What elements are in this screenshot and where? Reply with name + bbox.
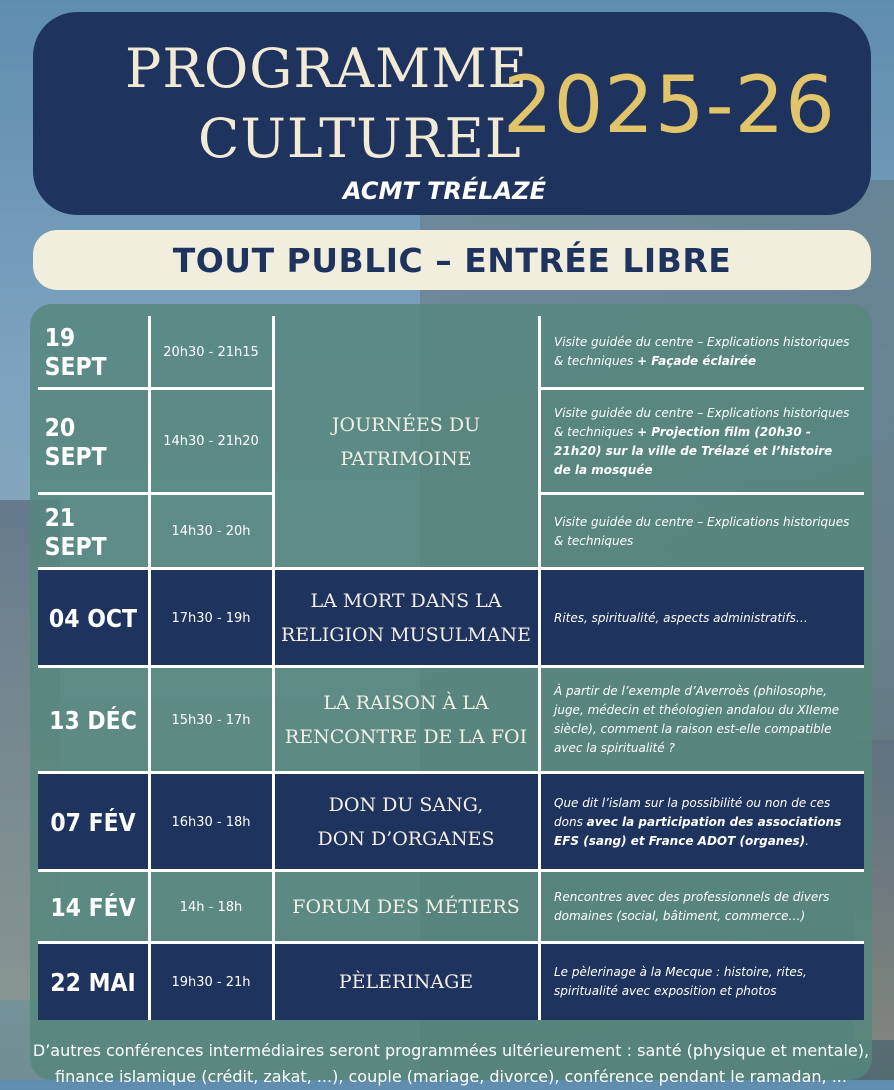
event-time: 17h30 - 19h xyxy=(171,610,251,626)
grid-line xyxy=(540,387,864,390)
event-title: DON DU SANG, DON D’ORGANES xyxy=(317,794,495,850)
grid-line xyxy=(38,492,272,495)
event-description: Visite guidée du centre – Explications historiques & techniques xyxy=(554,514,850,548)
event-description: Visite guidée du centre – Explications historiques & techniques + Projection film (20h30 - 21h20) sur la ville de Trélazé et l’histoire de la mosquée xyxy=(554,405,850,477)
footer-note xyxy=(30,1038,872,1090)
title-line-1: PROGRAMME xyxy=(125,37,529,100)
event-date: 14 FÉV xyxy=(50,892,136,922)
event-date: 04 OCT xyxy=(48,603,138,633)
event-date: 20 SEPT xyxy=(44,412,107,471)
year-label: 2025-26 xyxy=(503,61,836,151)
grid-line xyxy=(38,869,864,872)
event-description: À partir de l’exemple d’Averroès (philosophe, juge, médecin et théologien andalou du XIIeme siècle), comment la raison est-elle compatible avec la spiritualité ? xyxy=(554,684,840,755)
event-title: LA MORT DANS LA RELIGION MUSULMANE xyxy=(280,590,531,646)
event-time: 14h30 - 21h20 xyxy=(163,434,259,449)
grid-line xyxy=(272,316,275,1020)
event-date: 19 SEPT xyxy=(44,323,107,381)
grid-line xyxy=(38,941,864,944)
grid-line xyxy=(38,771,864,774)
event-date: 21 SEPT xyxy=(44,502,107,561)
event-description: Le pèlerinage à la Mecque : histoire, rites, spiritualité avec exposition et photos xyxy=(554,965,807,998)
title-line-2: CULTUREL xyxy=(198,107,522,170)
grid-line xyxy=(148,316,151,1020)
event-time: 14h - 18h xyxy=(179,899,243,915)
event-description: Que dit l’islam sur la possibilité ou non de ces dons avec la participation des associations EFS (sang) et France ADOT (organes). xyxy=(554,795,842,848)
grid-line xyxy=(540,492,864,495)
grid-line xyxy=(38,387,272,390)
event-description: Visite guidée du centre – Explications historiques & techniques + Façade éclairée xyxy=(554,335,850,368)
subtitle: ACMT TRÉLAZÉ xyxy=(343,177,546,205)
event-date: 22 MAI xyxy=(50,967,136,997)
event-title: PÈLERINAGE xyxy=(338,971,474,993)
event-time: 16h30 - 18h xyxy=(171,814,251,830)
audience-banner: TOUT PUBLIC – ENTRÉE LIBRE xyxy=(33,230,871,290)
event-description: Rencontres avec des professionnels de divers domaines (social, bâtiment, commerce…) xyxy=(554,890,830,923)
event-description: Rites, spiritualité, aspects administratifs… xyxy=(554,610,808,625)
event-time: 20h30 - 21h15 xyxy=(163,344,259,360)
header-panel xyxy=(33,12,871,215)
event-date: 13 DÉC xyxy=(49,705,137,735)
event-title: FORUM DES MÉTIERS xyxy=(292,896,520,918)
event-title: JOURNÉES DU PATRIMOINE xyxy=(331,414,481,470)
event-title: LA RAISON À LA RENCONTRE DE LA FOI xyxy=(284,692,528,748)
event-date: 07 FÉV xyxy=(50,807,136,837)
grid-line xyxy=(538,316,541,1020)
event-time: 14h30 - 20h xyxy=(171,524,251,539)
event-time: 15h30 - 17h xyxy=(171,712,251,728)
footer-line-1: D’autres conférences intermédiaires seront programmées ultérieurement : santé (physique et mentale), xyxy=(32,1041,870,1060)
grid-line xyxy=(38,567,864,570)
event-time: 19h30 - 21h xyxy=(171,974,251,990)
footer-line-2: finance islamique (crédit, zakat, ...), couple (mariage, divorce), conférence pendant le ramadan, ... xyxy=(55,1067,847,1086)
grid-line xyxy=(38,665,864,668)
